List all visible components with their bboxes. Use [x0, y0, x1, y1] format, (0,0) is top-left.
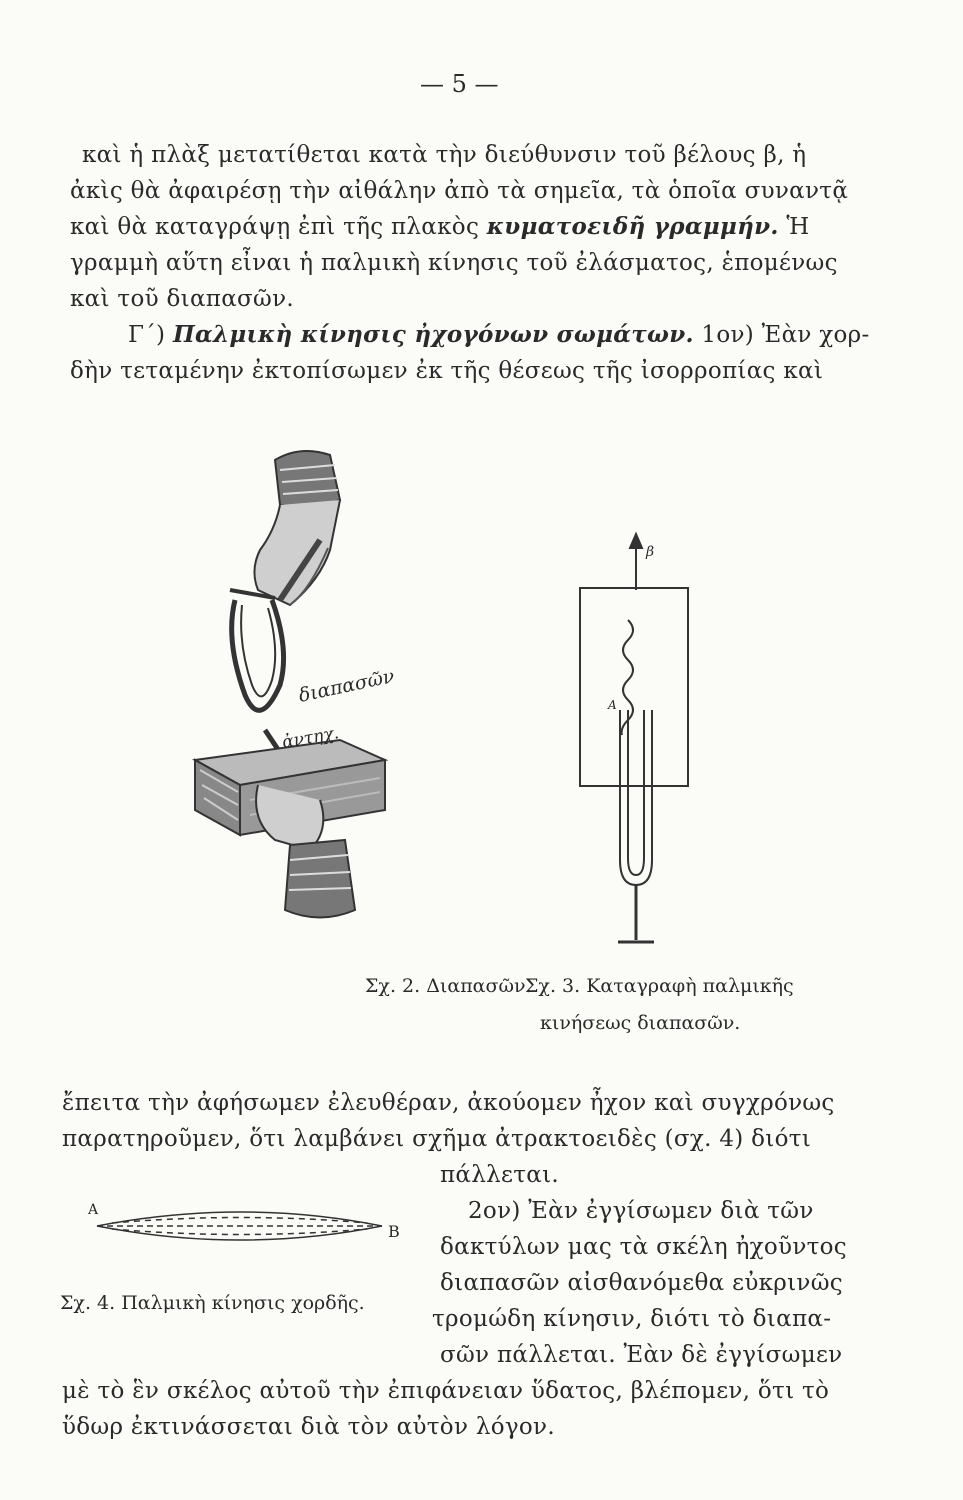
- text-span: 1ον) Ἐὰν χορ-: [701, 322, 870, 348]
- text-line: [70, 212, 809, 242]
- figure-3-label-point: Α: [608, 698, 617, 712]
- page-number: — 5 —: [420, 70, 499, 98]
- text-line: παρατηροῦμεν, ὅτι λαμβάνει σχῆμα ἀτρακτοειδὲς (σχ. 4) διότι: [62, 1126, 812, 1152]
- text-span: Ἡ: [786, 214, 810, 240]
- text-line: 2ον) Ἐὰν ἐγγίσωμεν διὰ τῶν: [468, 1198, 814, 1224]
- figure-4-label-b: Β: [388, 1222, 400, 1241]
- text-line: γραμμὴ αὕτη εἶναι ἡ παλμικὴ κίνησις τοῦ ἐλάσματος, ἑπομένως: [70, 250, 838, 276]
- figure-3-recording-diagram: [580, 530, 700, 960]
- text-line: καὶ τοῦ διαπασῶν.: [70, 286, 294, 312]
- figure-2-label-fork: διαπασῶν: [296, 665, 397, 707]
- text-line: δὴν τεταμένην ἐκτοπίσωμεν ἐκ τῆς θέσεως τῆς ἰσορροπίας καὶ: [70, 358, 824, 384]
- figure-3-caption-line-1: Σχ. 3. Καταγραφὴ παλμικῆς: [525, 975, 794, 997]
- figure-2-tuning-fork-drawing: [180, 440, 380, 960]
- emphasized-term: κυματοειδῆ γραμμήν.: [486, 213, 779, 240]
- text-line: μὲ τὸ ἓν σκέλος αὐτοῦ τὴν ἐπιφάνειαν ὕδατος, βλέπομεν, ὅτι τὸ: [62, 1378, 830, 1404]
- text-line: πάλλεται.: [440, 1162, 560, 1188]
- text-line: καὶ ἡ πλὰξ μετατίθεται κατὰ τὴν διεύθυνσιν τοῦ βέλους β, ἡ: [82, 142, 807, 168]
- figure-4-label-a: Α: [88, 1202, 99, 1218]
- section-heading-line: [128, 320, 870, 350]
- figure-4-caption: Σχ. 4. Παλμικὴ κίνησις χορδῆς.: [60, 1292, 365, 1314]
- figure-4-string-spindle: [92, 1206, 392, 1246]
- text-line: τρομώδη κίνησιν, διότι τὸ διαπα-: [432, 1306, 832, 1332]
- figure-3-label-arrow: β: [646, 544, 655, 560]
- text-line: ὕδωρ ἐκτινάσσεται διὰ τὸν αὐτὸν λόγον.: [62, 1414, 555, 1440]
- figure-3-caption-line-2: κινήσεως διαπασῶν.: [540, 1012, 741, 1034]
- text-line: ἀκὶς θὰ ἀφαιρέσῃ τὴν αἰθάλην ἀπὸ τὰ σημεῖα, τὰ ὁποῖα συναντᾷ: [70, 178, 849, 204]
- section-title: Παλμικὴ κίνησις ἠχογόνων σωμάτων.: [172, 321, 694, 348]
- text-line: δακτύλων μας τὰ σκέλη ἠχοῦντος: [440, 1234, 847, 1260]
- text-span: καὶ θὰ καταγράψῃ ἐπὶ τῆς πλακὸς: [70, 214, 480, 240]
- section-label: Γ΄): [128, 322, 166, 348]
- text-line: ἔπειτα τὴν ἀφήσωμεν ἐλευθέραν, ἀκούομεν ἦχον καὶ συγχρόνως: [62, 1090, 835, 1116]
- figure-2-label-resonator: ἀντηχ.: [280, 723, 341, 753]
- text-line: διαπασῶν αἰσθανόμεθα εὐκρινῶς: [440, 1270, 843, 1296]
- figure-2-caption: Σχ. 2. Διαπασῶν.: [365, 975, 532, 997]
- text-line: σῶν πάλλεται. Ἐὰν δὲ ἐγγίσωμεν: [440, 1342, 843, 1368]
